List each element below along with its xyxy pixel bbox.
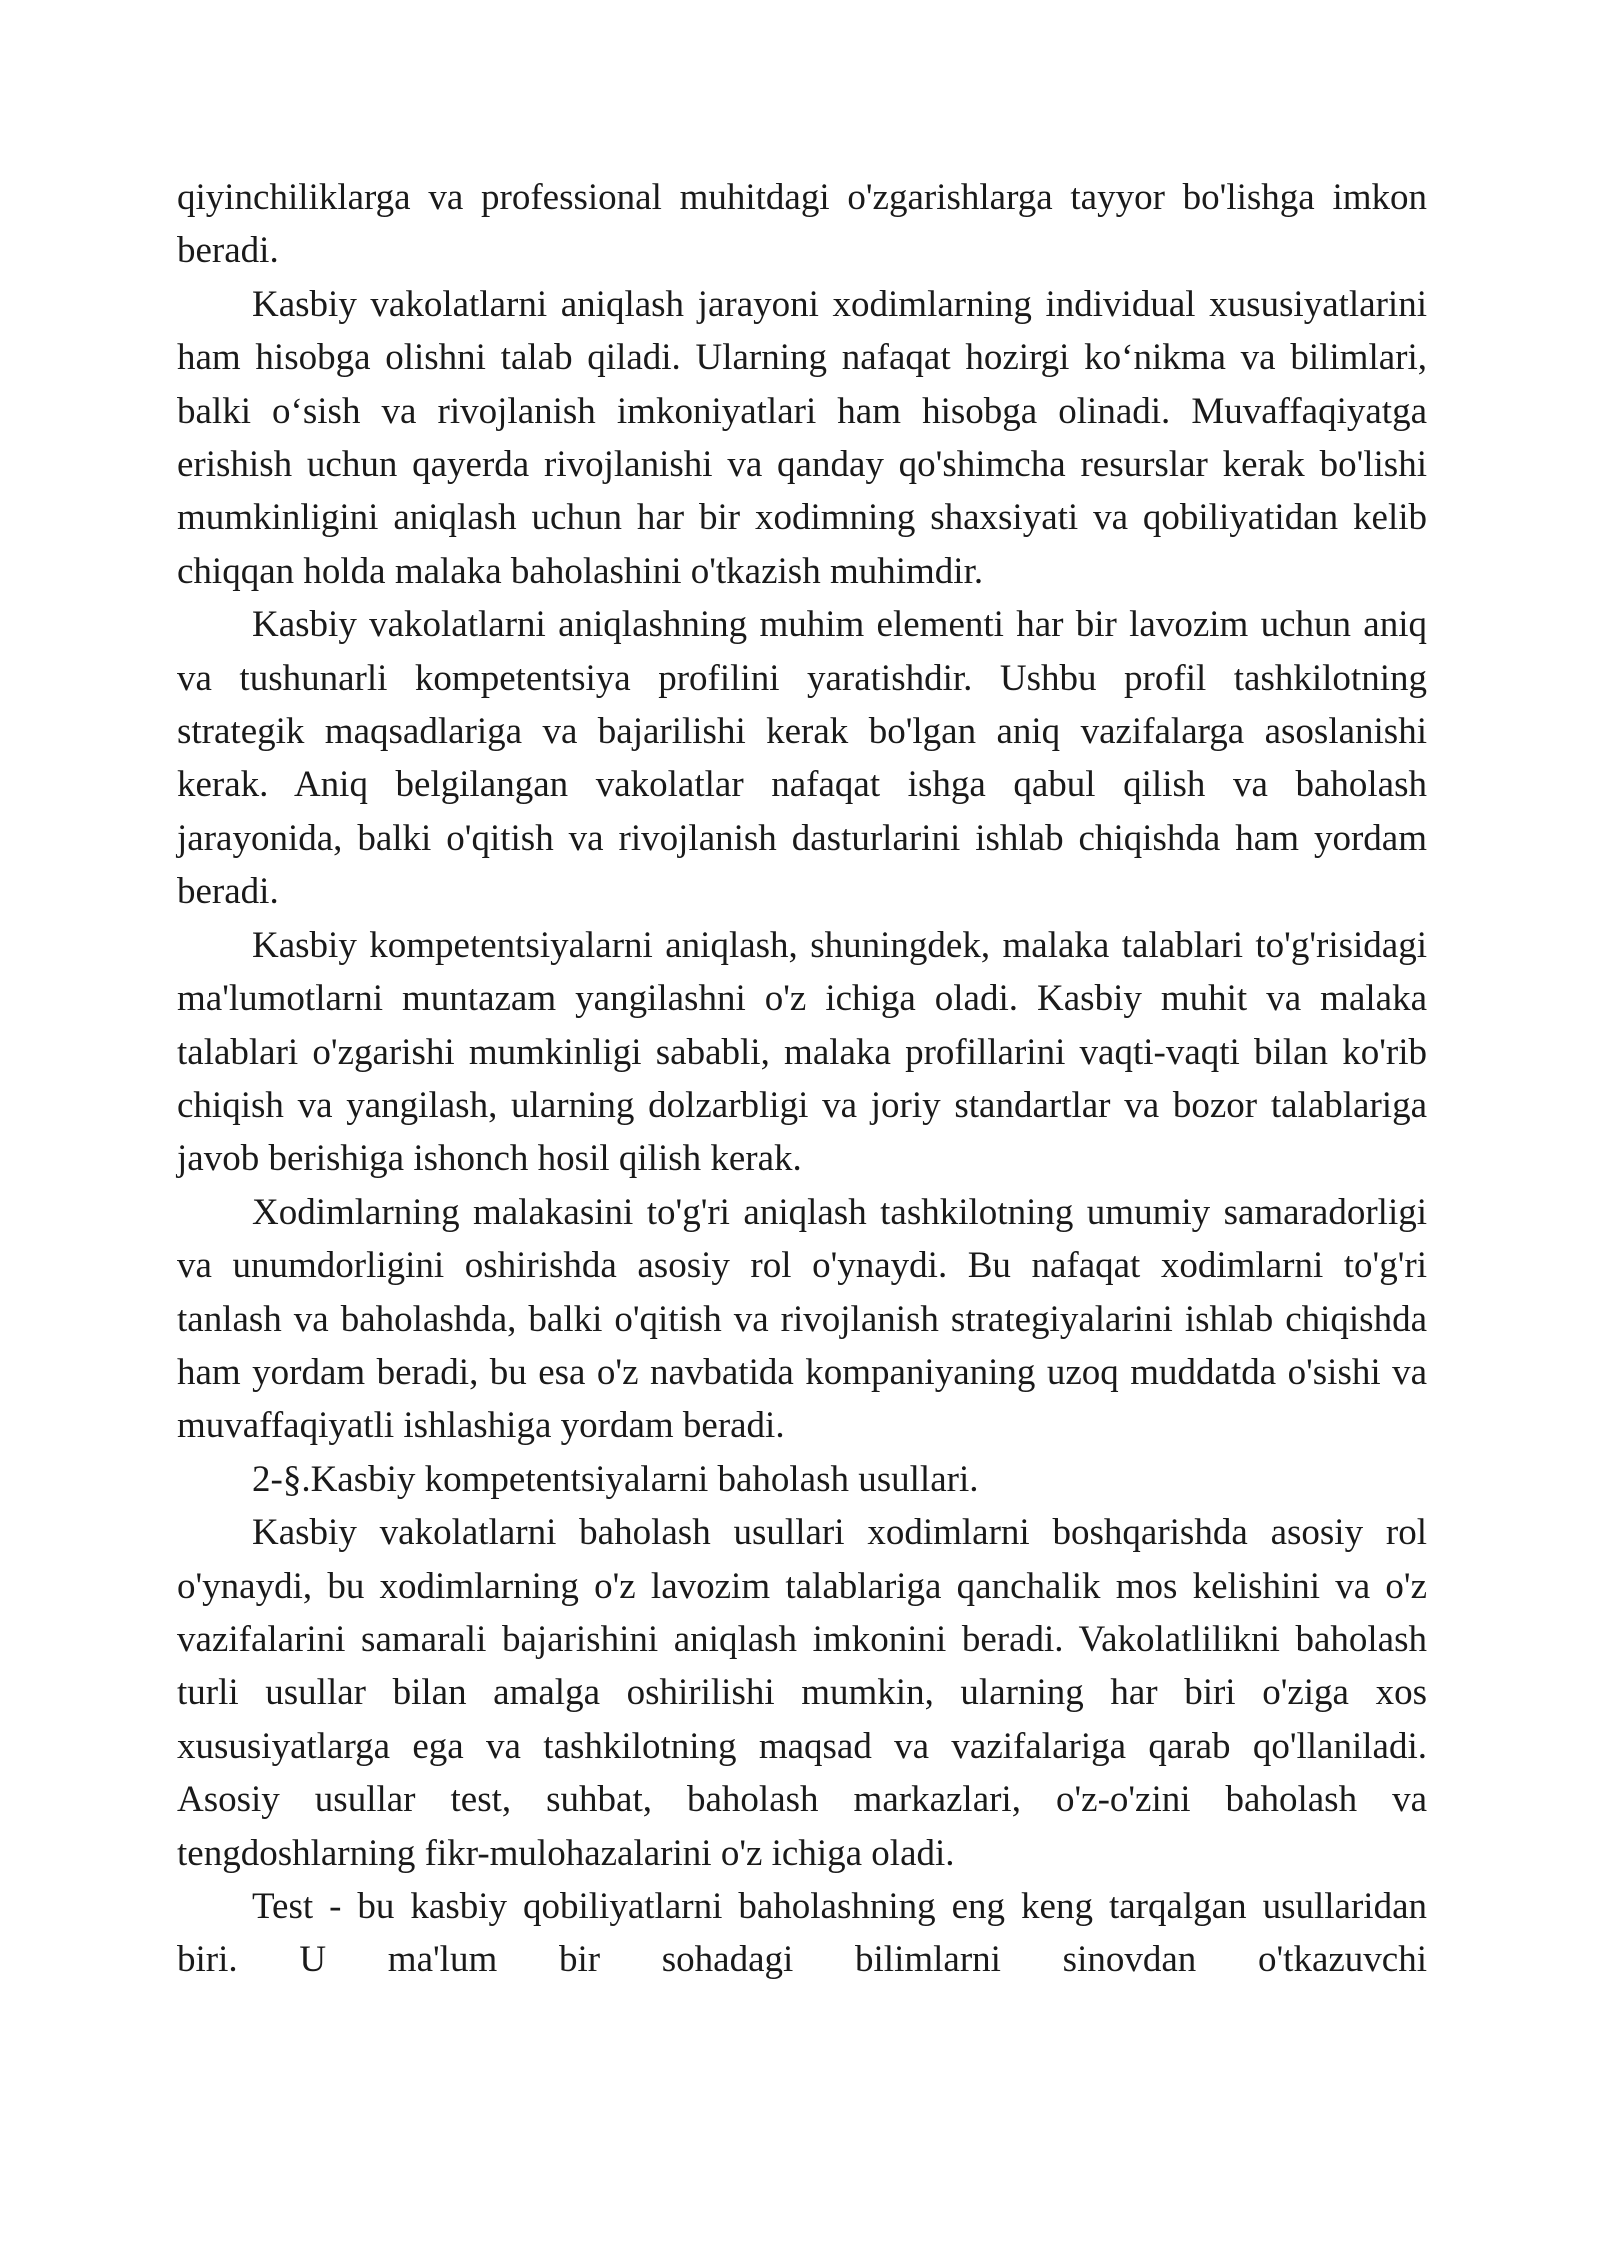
document-body: [177, 171, 1427, 1987]
paragraph-continuation: qiyinchiliklarga va professional muhitdagi o'zgarishlarga tayyor bo'lishga imkon beradi.: [177, 177, 1427, 272]
paragraph-last: Test - bu kasbiy qobiliyatlarni baholashning eng keng tarqalgan usullaridan biri. U ma'lum bir sohadagi bilimlarni sinovdan o'tkazuvchi: [177, 1886, 1427, 1981]
section-heading: 2-§.Kasbiy kompetentsiyalarni baholash usullari.: [252, 1458, 979, 1500]
paragraph: Kasbiy vakolatlarni aniqlash jarayoni xodimlarning individual xususiyatlarini ham hisobga olishni talab qiladi. Ularning nafaqat hozirgi ko‘nikma va bilimlari, balki o‘sish va rivojlanish imkoniyatlari ham hisobga olinadi. Muvaffaqiyatga erishish uchun qayerda rivojlanishi va qanday qo'shimcha resurslar kerak bo'lishi mumkinligini aniqlash uchun har bir xodimning shaxsiyati va qobiliyatidan kelib chiqqan holda malaka baholashini o'tkazish muhimdir.: [177, 283, 1427, 592]
paragraph: Kasbiy kompetentsiyalarni aniqlash, shuningdek, malaka talablari to'g'risidagi ma'lumotlarni muntazam yangilashni o'z ichiga oladi. Kasbiy muhit va malaka talablari o'zgarishi mumkinligi sababli, malaka profillarini vaqti-vaqti bilan ko'rib chiqish va yangilash, ularning dolzarbligi va joriy standartlar va bozor talablariga javob berishiga ishonch hosil qilish kerak.: [177, 924, 1427, 1180]
paragraph: Kasbiy vakolatlarni baholash usullari xodimlarni boshqarishda asosiy rol o'ynaydi, bu xodimlarning o'z lavozim talablariga qanchalik mos kelishini va o'z vazifalarini samarali bajarishini aniqlash imkonini beradi. Vakolatlilikni baholash turli usullar bilan amalga oshirilishi mumkin, ularning har biri o'ziga xos xususiyatlarga ega va tashkilotning maqsad va vazifalariga qarab qo'llaniladi. Asosiy usullar test, suhbat, baholash markazlari, o'z-o'zini baholash va tengdoshlarning fikr-mulohazalarini o'z ichiga oladi.: [177, 1512, 1427, 1874]
paragraph: Kasbiy vakolatlarni aniqlashning muhim elementi har bir lavozim uchun aniq va tushunarli kompetentsiya profilini yaratishdir. Ushbu profil tashkilotning strategik maqsadlariga va bajarilishi kerak bo'lgan aniq vazifalarga asoslanishi kerak. Aniq belgilangan vakolatlar nafaqat ishga qabul qilish va baholash jarayonida, balki o'qitish va rivojlanish dasturlarini ishlab chiqishda ham yordam beradi.: [177, 604, 1427, 913]
paragraph: Xodimlarning malakasini to'g'ri aniqlash tashkilotning umumiy samaradorligi va unumdorligini oshirishda asosiy rol o'ynaydi. Bu nafaqat xodimlarni to'g'ri tanlash va baholashda, balki o'qitish va rivojlanish strategiyalarini ishlab chiqishda ham yordam beradi, bu esa o'z navbatida kompaniyaning uzoq muddatda o'sishi va muvaffaqiyatli ishlashiga yordam beradi.: [177, 1191, 1427, 1447]
